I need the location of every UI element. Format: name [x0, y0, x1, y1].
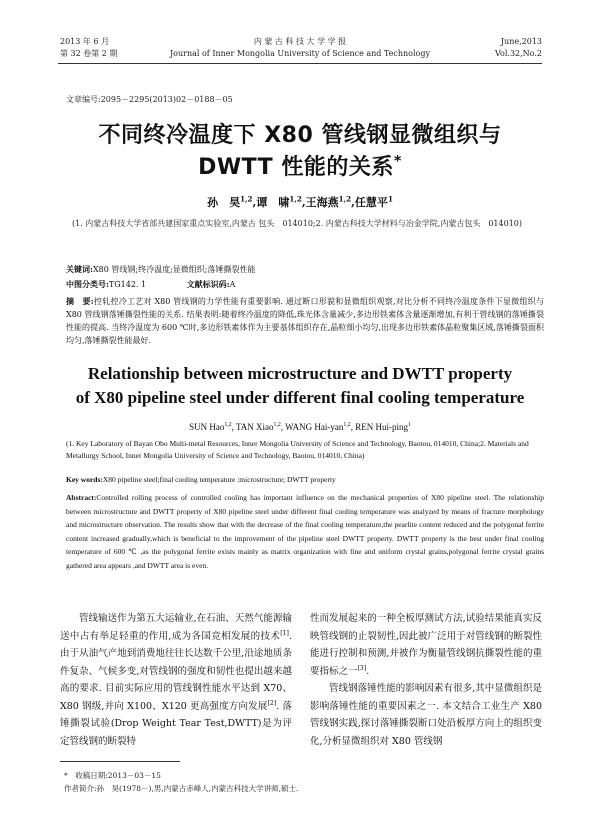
author-cn-2: ,谭 啸 — [252, 196, 290, 209]
clc-code: TG142. 1 — [108, 280, 147, 289]
doc-code-label: 文献标识码: — [186, 279, 230, 289]
header-divider — [58, 63, 542, 64]
keywords-cn-label: 关键词: — [66, 264, 93, 274]
abstract-en-text: Controlled rolling process of controlled cooling has important influence on the mechanical properties of X80 pipeline steel. The relationship between microstructure and DWTT property of X80 pipeline steel under different final cooling temperature was analyzed by means of fracture morphology and microstructure observation. The results show that with the decrease of the final cooling temperature,the pearlite content reduced and the polygonal ferrite content increased gradually,which is beneficial to the improvement of the pipeline steel DWTT property. DWTT property is the best under final cooling temperature of 600 ℃ ,as the polygonal ferrite exists mainly as matrix organization with fine and uniform crystal grains,polygonal ferrite crystal grains gathered area appears ,and DWTT area is even. — [66, 493, 544, 570]
doc-code-value: A — [229, 280, 236, 289]
classification-line — [66, 279, 235, 290]
abstract-cn-label: 摘 要: — [66, 296, 94, 306]
keywords-cn — [66, 263, 544, 276]
author-cn-3: ,王海燕 — [301, 196, 339, 209]
footnote-marker: * — [64, 771, 68, 780]
header-center — [150, 36, 450, 60]
author-en-3-affil: 1,2 — [343, 422, 351, 428]
author-cn-1: 孙 昊 — [207, 196, 241, 209]
title-en-line2: of X80 pipeline steel under different final cooling temperature — [75, 388, 525, 407]
paper-title-en — [40, 362, 560, 410]
author-en-1: SUN Hao — [189, 422, 225, 432]
header-right — [495, 36, 542, 60]
author-en-2-affil: 1,2 — [273, 422, 281, 428]
header-volume-cn: 第 32 卷第 2 期 — [60, 49, 118, 58]
footnote-received — [64, 770, 161, 782]
author-cn-1-affil: 1,2 — [240, 194, 253, 204]
citation-2: [2] — [267, 699, 277, 707]
keywords-cn-text: X80 管线钢;终冷温度;显微组织;落锤撕裂性能 — [92, 265, 256, 274]
keywords-en-text: X80 pipeline steel;final cooling temperature ;microstructure; DWTT property — [102, 475, 336, 484]
body-column-right — [310, 610, 542, 750]
author-cn-4: ,任慧平 — [351, 196, 388, 209]
intro-text-b: . 由于从油气产地到消费地往往长达数千公里,沿途地质条件复杂、气候多变,对管线钢的强度和韧性也提出越来越高的要求. 目前实际应用的管线钢性能水平达到 X70、X80 钢级,并向 X100、X120 更高强度方向发展 — [60, 630, 292, 712]
intro-text-d: 性而发展起来的一种全板厚测试方法,试验结果能真实反映管线钢的止裂韧性,因此被广泛用于对管线钢的断裂性能进行控制和预测,并被作为衡量管线钢抗撕裂性能的重要指标之一 — [310, 613, 542, 677]
footnote-divider — [60, 761, 180, 762]
keywords-en — [66, 475, 544, 484]
paper-title-cn — [60, 120, 540, 184]
abstract-en — [66, 491, 544, 572]
clc-label: 中图分类号: — [66, 279, 109, 289]
affiliation-en: (1. Key Laboratory of Bayan Obo Multi-metal Resources, Inner Mongolia University of Science and Technology, Baotou, 014010, China;2. Materials and Metallurgy School, Inner Mongolia University of Science and Technology, Baotou, 014010, China) — [66, 439, 529, 460]
header-journal-en: Journal of Inner Mongolia University of Science and Technology — [169, 49, 431, 58]
header-journal-cn: 内 蒙 古 科 技 大 学 学 报 — [253, 37, 347, 46]
intro-text-e: . — [366, 665, 370, 677]
title-cn-line2-text: DWTT 性能的关系 — [198, 155, 394, 180]
author-en-3: , WANG Hai-yan — [280, 422, 344, 432]
title-en-line1: Relationship between microstructure and DWTT property — [87, 364, 513, 383]
citation-1: [1] — [280, 629, 289, 637]
authors-en — [60, 422, 540, 432]
received-date: 收稿日期:2013－03－15 — [75, 771, 161, 780]
title-cn-line1: 不同终冷温度下 X80 管线钢显微组织与 — [98, 123, 502, 148]
author-en-4: , REN Hui-ping — [350, 422, 408, 432]
affiliation-cn: (1. 内蒙古科技大学省部共建国家重点实验室,内蒙古 包头 014010;2. 内蒙古科技大学材料与冶金学院,内蒙古包头 014010) — [72, 219, 522, 228]
header-date: 2013 年 6 月 — [60, 37, 110, 46]
author-cn-3-affil: 1,2 — [338, 194, 352, 204]
intro-text-a: 管线输送作为第五大运输业,在石油、天然气能源输送中占有举足轻重的作用,成为各国竞相发展的技术 — [60, 613, 292, 642]
intro-paragraph-1-cont — [310, 610, 542, 680]
intro-paragraph-2: 管线钢落锤性能的影响因素有很多,其中显微组织是影响落锤性能的重要因素之一. 本文结合工业生产 X80 管线钢实践,探讨落锤撕裂断口处沿板厚方向上的组织变化,分析显微组织对 X80 管线钢 — [310, 683, 542, 747]
doc-code-group — [187, 280, 236, 289]
header-volume-en: Vol.32,No.2 — [495, 49, 542, 58]
title-cn-line2 — [60, 152, 540, 184]
keywords-en-label: Key words: — [66, 475, 103, 484]
abstract-en-label: Abstract: — [66, 493, 97, 502]
author-en-4-affil: 1 — [407, 422, 411, 428]
abstract-cn — [66, 295, 544, 347]
article-number: 文章编号:2095－2295(2013)02－0188－05 — [66, 95, 233, 104]
author-cn-4-affil: 1 — [387, 194, 393, 204]
author-en-2: , TAN Xiao — [231, 422, 274, 432]
body-column-left — [60, 610, 292, 750]
abstract-cn-text: 控轧控冷工艺对 X80 管线钢的力学性能有重要影响. 通过断口形貌和显微组织观察,对比分析不同终冷温度条件下显微组织与 X80 管线钢落锤撕裂性能的关系. 结果表明:随着终冷温度的降低,珠光体含量减少,多边形铁素体含量逐渐增加,有利于管线钢的落锤撕裂性能的提高. 当终冷温度为 600 ℃时,多边形铁素体作为主要基体组织存在,晶粒细小均匀,出现多边形铁素体晶粒聚集区域,落锤撕裂面积均匀,落锤撕裂性能最好. — [66, 297, 544, 345]
intro-paragraph-1 — [60, 610, 292, 750]
header-date-en: June,2013 — [500, 37, 542, 46]
authors-cn — [60, 194, 540, 210]
citation-3: [3] — [357, 664, 367, 672]
author-en-1-affil: 1,2 — [224, 422, 232, 428]
title-footnote-mark: * — [393, 153, 402, 170]
header-left — [60, 36, 117, 60]
footnote-author-intro: 作者简介:孙 昊(1978－),男,内蒙古赤峰人,内蒙古科技大学讲师,硕士. — [64, 784, 299, 793]
author-cn-2-affil: 1,2 — [289, 194, 302, 204]
intro-text-c: . 落锤撕裂试验(Drop Weight Tear Test,DWTT)是为评定管线钢的断裂特 — [60, 700, 292, 747]
